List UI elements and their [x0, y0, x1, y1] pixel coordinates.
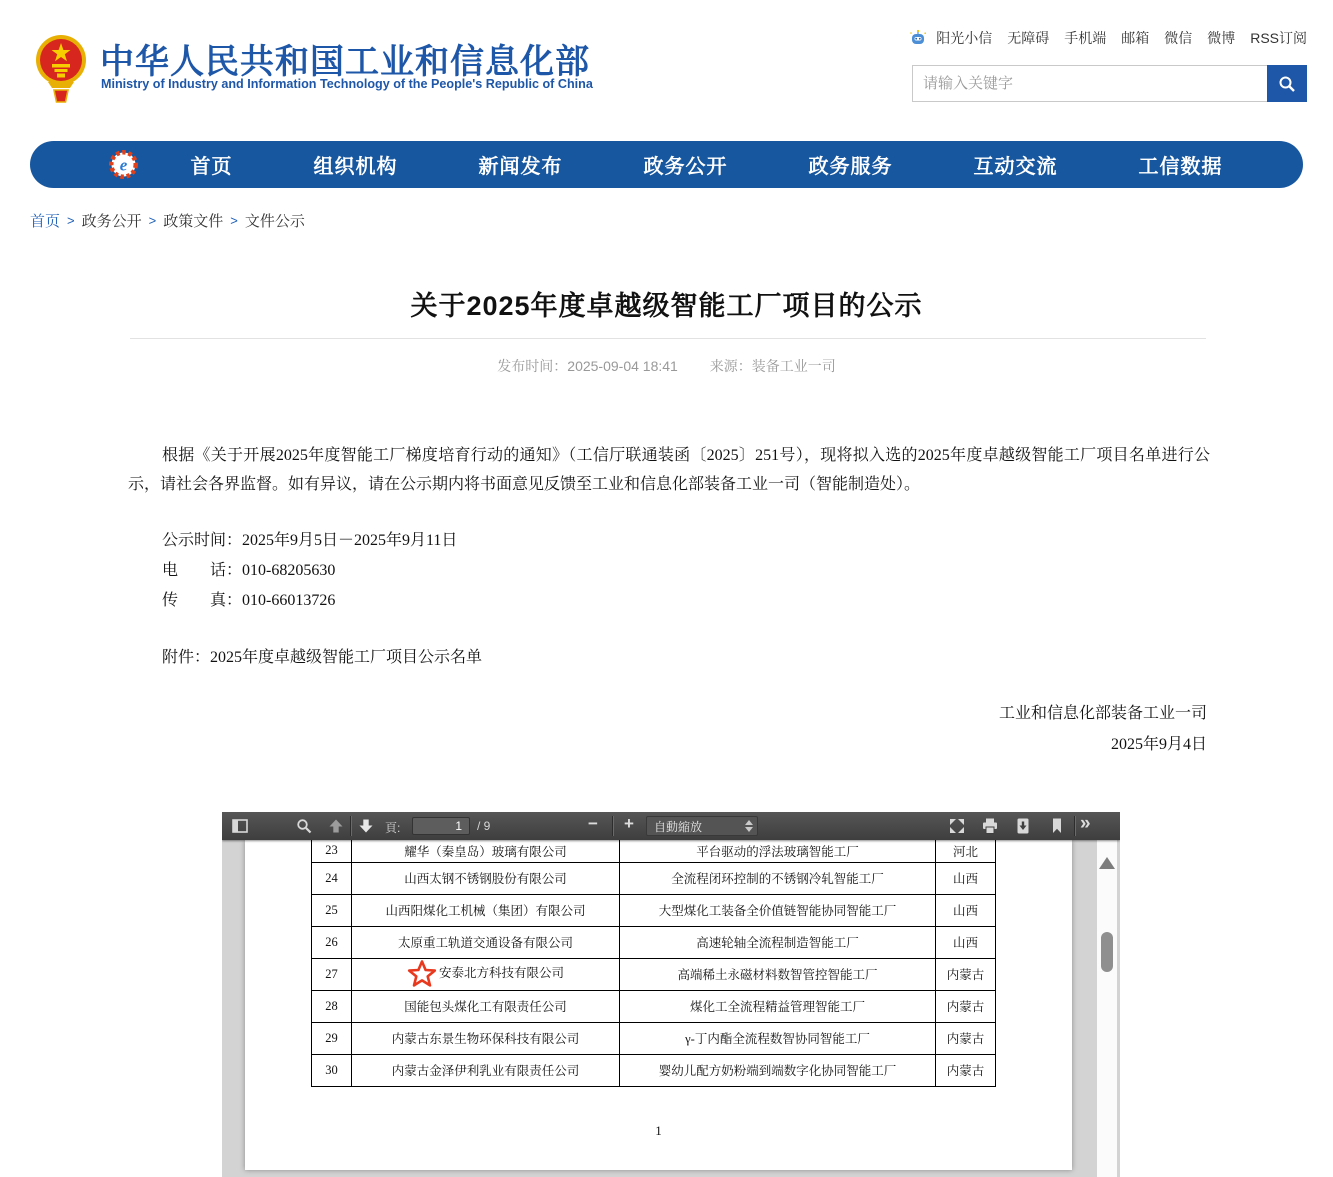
search-button[interactable] [1267, 65, 1307, 102]
article-title: 关于2025年度卓越级智能工厂项目的公示 [410, 291, 923, 321]
presentation-mode-icon[interactable] [949, 818, 965, 834]
toolbar-divider [612, 816, 613, 836]
quick-link-mobile[interactable]: 手机端 [1064, 30, 1107, 46]
publish-time: 发布时间：2025-09-04 18:41 [497, 358, 678, 374]
header-quick-links [909, 28, 1307, 48]
quick-link-wechat[interactable]: 微信 [1164, 30, 1193, 46]
pdf-toolbar [222, 812, 1120, 840]
nav-item-news[interactable]: 新闻发布 [478, 156, 563, 178]
row-company: 安泰北方科技有限公司 [352, 958, 620, 990]
row-seq: 29 [312, 1022, 352, 1054]
row-project: 平台驱动的浮法玻璃智能工厂 [620, 840, 936, 862]
nav-item-data[interactable]: 工信数据 [1138, 156, 1223, 178]
table-row-starred [312, 958, 996, 990]
row-seq: 26 [312, 926, 352, 958]
row-province: 河北 [936, 840, 996, 862]
quick-link-weibo[interactable]: 微博 [1207, 30, 1236, 46]
row-seq: 24 [312, 862, 352, 894]
table-row [312, 894, 996, 926]
sunshine-assistant-icon [909, 29, 927, 47]
row-province: 内蒙古 [936, 958, 996, 990]
row-province: 山西 [936, 926, 996, 958]
signature-department: 工业和信息化部装备工业一司 [998, 705, 1207, 722]
article-source: 来源：装备工业一司 [709, 358, 836, 374]
nav-item-gov-open[interactable]: 政务公开 [643, 156, 728, 178]
pdf-scrollbar[interactable] [1097, 840, 1117, 1177]
next-page-icon[interactable] [358, 818, 374, 834]
breadcrumb-home[interactable]: 首页 [30, 213, 61, 230]
row-project: 高速轮轴全流程制造智能工厂 [620, 926, 936, 958]
scroll-up-arrow-icon[interactable] [1099, 857, 1115, 869]
table-row [312, 990, 996, 1022]
row-seq: 30 [312, 1054, 352, 1086]
row-project: 大型煤化工装备全价值链智能协同智能工厂 [620, 894, 936, 926]
breadcrumb [30, 210, 305, 231]
toolbar-divider [350, 816, 351, 836]
article-paragraph: 根据《关于开展2025年度智能工厂梯度培育行动的通知》（工信厅联通装函〔2025〕251号），现将拟入选的2025年度卓越级智能工厂项目名单进行公示，请社会各界监督。如有异议，请在公示期内将书面意见反馈至工业和信息化部装备工业一司（智能制造处）。 [128, 447, 1210, 493]
red-star-annotation-icon [407, 959, 437, 989]
quick-link-accessibility[interactable]: 无障碍 [1007, 30, 1050, 46]
row-company: 内蒙古金泽伊利乳业有限责任公司 [352, 1054, 620, 1086]
quick-link-sunshine[interactable]: 阳光小信 [936, 30, 993, 46]
row-seq: 27 [312, 958, 352, 990]
breadcrumb-separator: > [67, 213, 75, 228]
notice-period: 公示时间：2025年9月5日－2025年9月11日 [162, 532, 458, 549]
pdf-page-footer-number: 1 [655, 1123, 662, 1138]
page-total: / 9 [477, 819, 491, 833]
article-meta [0, 356, 1333, 376]
row-province: 山西 [936, 894, 996, 926]
search-input[interactable] [913, 66, 1267, 101]
toolbar-more-icon[interactable]: » [1080, 813, 1091, 834]
row-company: 国能包头煤化工有限责任公司 [352, 990, 620, 1022]
page-label: 頁: [385, 821, 401, 835]
breadcrumb-separator: > [230, 213, 238, 228]
quick-link-mail[interactable]: 邮箱 [1121, 30, 1150, 46]
zoom-in-button[interactable]: + [624, 814, 634, 833]
attachment-link[interactable]: 附件：2025年度卓越级智能工厂项目公示名单 [162, 649, 483, 666]
row-project: 煤化工全流程精益管理智能工厂 [620, 990, 936, 1022]
row-seq: 28 [312, 990, 352, 1022]
row-company: 太原重工轨道交通设备有限公司 [352, 926, 620, 958]
title-divider [130, 338, 1206, 339]
table-row [312, 1054, 996, 1086]
breadcrumb-separator: > [148, 213, 157, 228]
pdf-viewer [222, 812, 1120, 1177]
row-company: 山西太钢不锈钢股份有限公司 [352, 862, 620, 894]
table-row [312, 862, 996, 894]
zoom-out-button[interactable]: − [588, 814, 598, 833]
zoom-mode-select[interactable] [646, 816, 758, 836]
quick-link-rss[interactable]: RSS订阅 [1250, 30, 1307, 46]
site-header [0, 0, 1333, 135]
nav-item-organization[interactable]: 组织机构 [313, 156, 398, 178]
site-subtitle: Ministry of Industry and Information Technology of the People's Republic of China [101, 77, 593, 91]
row-seq: 23 [312, 840, 352, 862]
nav-item-interaction[interactable]: 互动交流 [973, 156, 1058, 178]
row-project: 高端稀土永磁材料数智管控智能工厂 [620, 958, 936, 990]
table-row [312, 1022, 996, 1054]
row-province: 内蒙古 [936, 990, 996, 1022]
zoom-mode-value: 自動縮放 [654, 819, 703, 834]
breadcrumb-gov-open[interactable]: 政务公开 [81, 213, 142, 230]
sidebar-toggle-icon[interactable] [232, 818, 248, 834]
row-province: 内蒙古 [936, 1022, 996, 1054]
toolbar-divider [1074, 816, 1075, 836]
download-icon[interactable] [1015, 818, 1031, 834]
breadcrumb-policy-files[interactable]: 政策文件 [163, 213, 224, 230]
contact-fax: 传 真：010-66013726 [162, 592, 336, 609]
pdf-page [245, 840, 1072, 1170]
table-row [312, 926, 996, 958]
svg-text:e: e [119, 155, 128, 175]
site-title: 中华人民共和国工业和信息化部 [100, 43, 590, 81]
table-row [312, 840, 996, 862]
row-province: 山西 [936, 862, 996, 894]
row-project: 全流程闭环控制的不锈钢冷轧智能工厂 [620, 862, 936, 894]
page-number-input[interactable] [412, 817, 470, 835]
bookmark-icon[interactable] [1049, 818, 1065, 834]
row-project: 婴幼儿配方奶粉端到端数字化协同智能工厂 [620, 1054, 936, 1086]
nav-item-home[interactable]: 首页 [190, 156, 233, 178]
signature-date: 2025年9月4日 [1110, 736, 1207, 753]
smart-factory-table [311, 840, 996, 1087]
row-seq: 25 [312, 894, 352, 926]
scrollbar-thumb[interactable] [1101, 932, 1113, 972]
contact-phone: 电 话：010-68205630 [162, 562, 336, 579]
national-emblem-logo [34, 30, 88, 106]
nav-item-gov-service[interactable]: 政务服务 [808, 156, 893, 178]
breadcrumb-current: 文件公示 [244, 213, 305, 230]
previous-page-icon[interactable] [328, 818, 344, 834]
miit-gear-e-icon [108, 149, 139, 180]
row-company: 山西阳煤化工机械（集团）有限公司 [352, 894, 620, 926]
row-project: γ-丁内酯全流程数智协同智能工厂 [620, 1022, 936, 1054]
zoom-select-spinner-icon [745, 820, 753, 832]
site-search [912, 65, 1307, 102]
find-icon[interactable] [296, 818, 312, 834]
main-navbar [30, 141, 1303, 188]
row-company: 内蒙古东景生物环保科技有限公司 [352, 1022, 620, 1054]
row-company: 耀华（秦皇岛）玻璃有限公司 [352, 840, 620, 862]
row-province: 内蒙古 [936, 1054, 996, 1086]
print-icon[interactable] [982, 818, 998, 834]
search-icon [1278, 75, 1296, 93]
